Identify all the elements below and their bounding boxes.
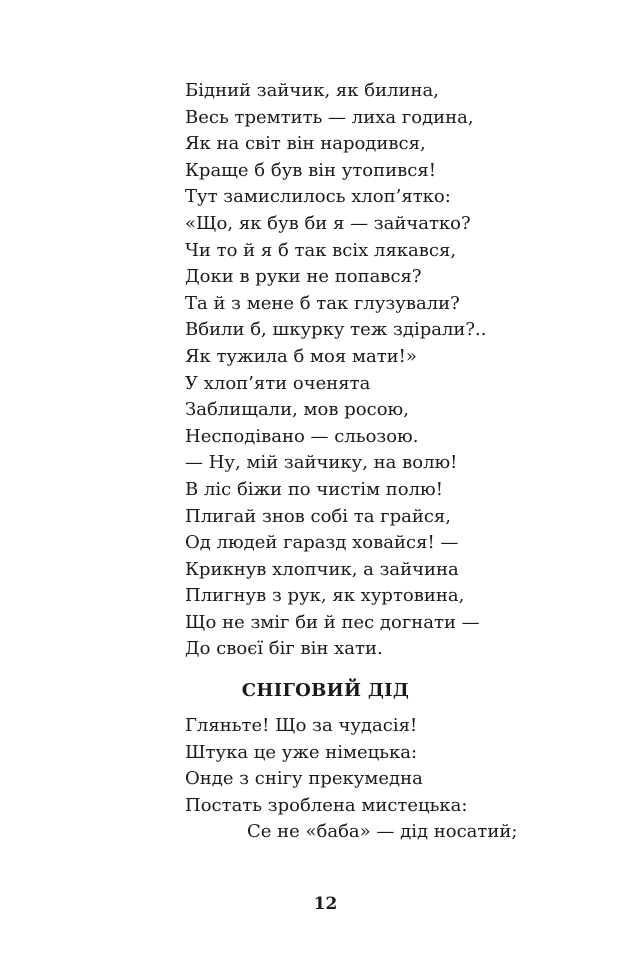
poem-line: Плигай знов собі та грайся, <box>185 505 452 527</box>
poem-line: Плигнув з рук, як хуртовина, <box>185 585 465 607</box>
poem-line: Що не зміг би й пес догнати — <box>185 611 480 633</box>
poem-line: Весь тремтить — лиха година, <box>185 106 474 128</box>
poem-line: Онде з снігу прекумедна <box>185 768 423 790</box>
poem-line: В ліс біжи по чистім полю! <box>185 478 443 500</box>
poem-line: Постать зроблена мистецька: <box>185 794 468 816</box>
poem-line: Як на світ він народився, <box>185 133 426 155</box>
poem-line: У хлоп’яти оченята <box>185 372 371 394</box>
poem-line: Бідний зайчик, як билина, <box>185 80 439 101</box>
poem-line: Тут замислилось хлоп’ятко: <box>185 186 451 208</box>
poem-line: Несподівано — сльозою. <box>185 425 419 447</box>
poem-line: Як тужила б моя мати!» <box>185 345 417 367</box>
poem-line: — Ну, мій зайчику, на волю! <box>185 452 458 474</box>
poem-line: Заблищали, мов росою, <box>185 399 409 421</box>
poem-line: Та й з мене б так глузували? <box>185 292 460 314</box>
poem-snow-grandfather <box>185 713 517 846</box>
poem-line: Краще б був він утопився! <box>185 159 436 181</box>
poem-line: Вбили б, шкурку теж здірали?.. <box>185 319 487 341</box>
poem-line: Од людей гаразд ховайся! — <box>185 532 459 554</box>
poem-line: Доки в руки не попався? <box>185 266 422 288</box>
poem-title: СНІГОВИЙ ДІД <box>241 680 410 701</box>
poem-line: Штука це уже німецька: <box>185 741 418 763</box>
poem-line: До своєї біг він хати. <box>185 638 383 660</box>
poem-line: Крикнув хлопчик, а зайчина <box>185 558 459 580</box>
poem-line: Гляньте! Що за чудасія! <box>185 715 418 736</box>
poem-line: Чи то й я б так всіх лякався, <box>185 239 457 261</box>
poem-line-indented: Се не «баба» — дід носатий; <box>247 821 518 843</box>
poem-hare <box>185 78 486 663</box>
page-number: 12 <box>313 894 338 914</box>
poem-line: «Що, як був би я — зайчатко? <box>185 212 471 234</box>
